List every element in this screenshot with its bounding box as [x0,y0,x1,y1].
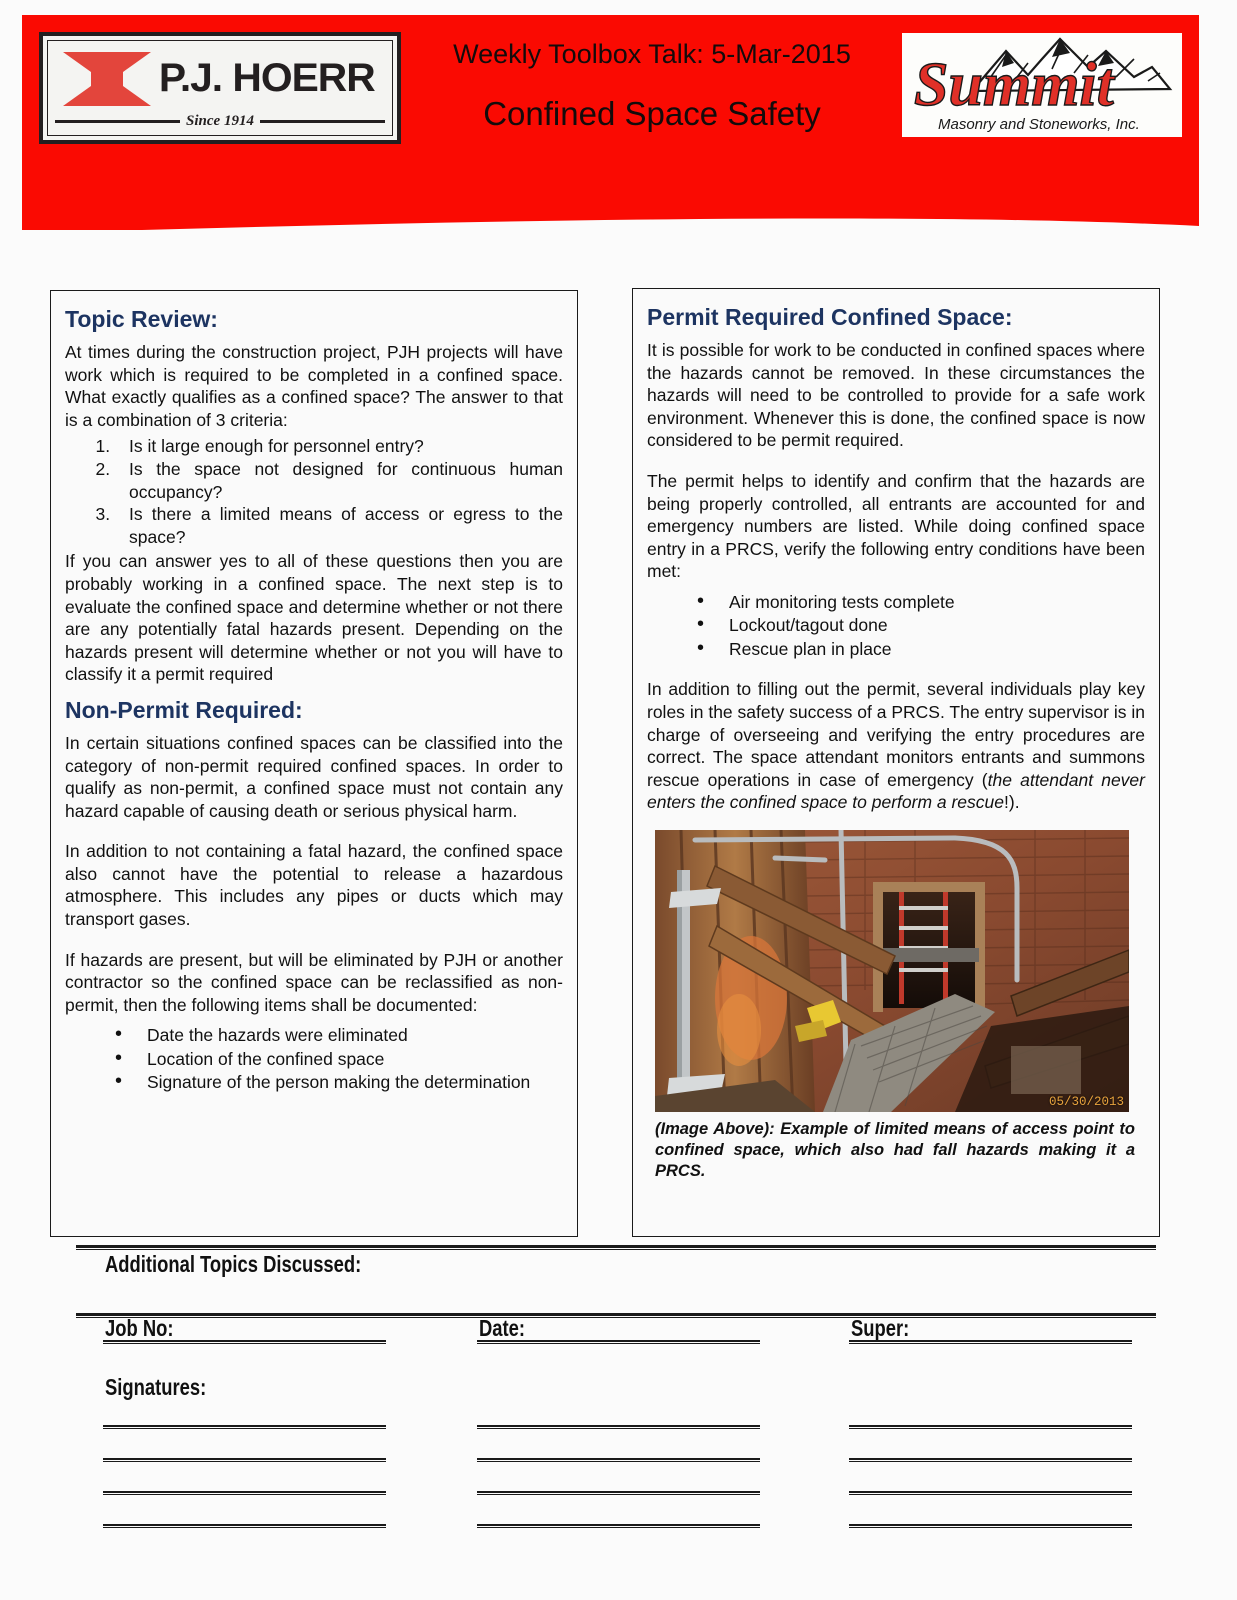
permit-required-heading: Permit Required Confined Space: [647,304,1013,330]
pjh-since-text: Since 1914 [186,113,254,129]
summit-logo-art [902,33,1182,137]
permit-required-paragraph-2: The permit helps to identify and confirm that the hazards are being properly controlled, all entrants are accounted for and emergency numbers are listed. While doing confined space entry in a PRCS, verify the following entry conditions have been met: [647,470,1145,582]
signature-line[interactable] [477,1458,760,1462]
documentation-bullet-list [65,1024,563,1095]
super-field[interactable] [849,1340,1132,1344]
permit-required-paragraph-1: It is possible for work to be conducted in confined spaces where the hazards cannot be removed. In these circumstances the hazards will need to be controlled to provide for a safe work environment. Whenever this is done, the confined space is now considered to be permit required. [647,340,1145,451]
list-item: 3. Is there a limited means of access or egress to the space? [115,503,563,548]
topic-review-heading: Topic Review: [65,306,218,332]
signature-line[interactable] [477,1425,760,1429]
entry-conditions-bullet-list [647,591,1145,662]
signature-line[interactable] [103,1425,386,1429]
additional-topics-label: Additional Topics Discussed: [105,1251,362,1277]
roles-text-plain: In addition to filling out the permit, several individuals play key roles in the safety success of a PRCS. The entry supervisor is in charge of overseeing and verifying the entry procedures are correct. The space attendant monitors entrants and summons rescue operations in case of emergency ( [647,679,1145,790]
date-field[interactable] [477,1340,760,1344]
list-item: • Location of the confined space [109,1048,563,1072]
signature-line[interactable] [477,1491,760,1495]
caption-lead: (Image Above): [655,1120,775,1138]
topic-review-intro-paragraph: At times during the construction project, PJH projects will have work which is required to be completed in a confined space. What exactly qualifies as a confined space? The answer to that is a combination of 3 criteria: [65,342,563,430]
page-title: Confined Space Safety [483,95,821,132]
confined-space-photo [655,830,1129,1112]
list-item: • Lockout/tagout done [691,614,1145,638]
job-no-field[interactable] [103,1340,386,1344]
signature-line[interactable] [103,1458,386,1462]
i-beam-icon [61,50,153,108]
signature-line[interactable] [849,1524,1132,1528]
list-item: • Rescue plan in place [691,638,1145,662]
divider-rule-top [76,1245,1156,1250]
signature-line[interactable] [103,1524,386,1528]
photo-artwork [655,830,1129,1112]
date-label: Date: [479,1315,526,1341]
signature-line[interactable] [103,1491,386,1495]
signature-line[interactable] [849,1425,1132,1429]
toolbox-talk-date-line: Weekly Toolbox Talk: 5-Mar-2015 [453,39,851,69]
list-item: • Air monitoring tests complete [691,591,1145,615]
svg-text:Masonry and Stoneworks, Inc.: Masonry and Stoneworks, Inc. [938,116,1140,133]
caption-rest: Example of limited means of access point to confined space, which also had fall hazards making it a PRCS. [655,1120,1135,1180]
header-banner [22,15,1199,230]
topic-review-box [50,290,578,1237]
since-rule-left [55,120,180,123]
signature-line[interactable] [477,1524,760,1528]
summit-logo [902,33,1182,137]
criteria-list [65,435,563,548]
roles-text-tail: !). [1004,792,1020,813]
svg-text:Summit: Summit [914,51,1114,119]
photo-caption [655,1119,1135,1182]
super-label: Super: [851,1315,910,1341]
job-no-label: Job No: [105,1315,174,1341]
list-item: • Date the hazards were eliminated [109,1024,563,1048]
pjh-logo [39,32,401,144]
roles-text-emphasis: the attendant never enters the confined space to perform a rescue [647,769,1145,813]
permit-required-box [632,288,1160,1237]
photo-timestamp: 05/30/2013 [1048,1095,1124,1109]
pjh-since-row [55,113,385,130]
topic-review-evaluation-paragraph: If you can answer yes to all of these questions then you are probably working in a confined space. The next step is to evaluate the confined space and determine whether or not there are any potentially fatal hazards present. Depending on the hazards present will determine whether or not you will have to classify it a permit required [65,551,563,685]
non-permit-required-heading: Non-Permit Required: [65,696,303,723]
signature-line[interactable] [849,1491,1132,1495]
divider-rule-mid [76,1313,1156,1318]
non-permit-paragraph-1: In certain situations confined spaces can be classified into the category of non-permit required confined spaces. In order to qualify as non-permit, a confined space must not contain any hazard capable of causing death or serious physical harm. [65,732,563,821]
list-item: • Signature of the person making the determination [109,1071,563,1095]
non-permit-paragraph-2: In addition to not containing a fatal hazard, the confined space also cannot have the potential to release a hazardous atmosphere. This includes any pipes or ducts which may transport gases. [65,841,563,930]
pjh-logo-text: P.J. HOERR [158,56,375,100]
signatures-label: Signatures: [105,1374,207,1400]
list-item: 1. Is it large enough for personnel entry? [115,435,563,458]
list-item: 2. Is the space not designed for continuous human occupancy? [115,458,563,503]
since-rule-right [260,120,385,123]
permit-required-paragraph-3 [647,678,1145,814]
header-title-block [412,37,892,135]
signature-line[interactable] [849,1458,1132,1462]
non-permit-paragraph-3: If hazards are present, but will be eliminated by PJH or another contractor so the confined space can be reclassified as non-permit, then the following items shall be documented: [65,949,563,1015]
